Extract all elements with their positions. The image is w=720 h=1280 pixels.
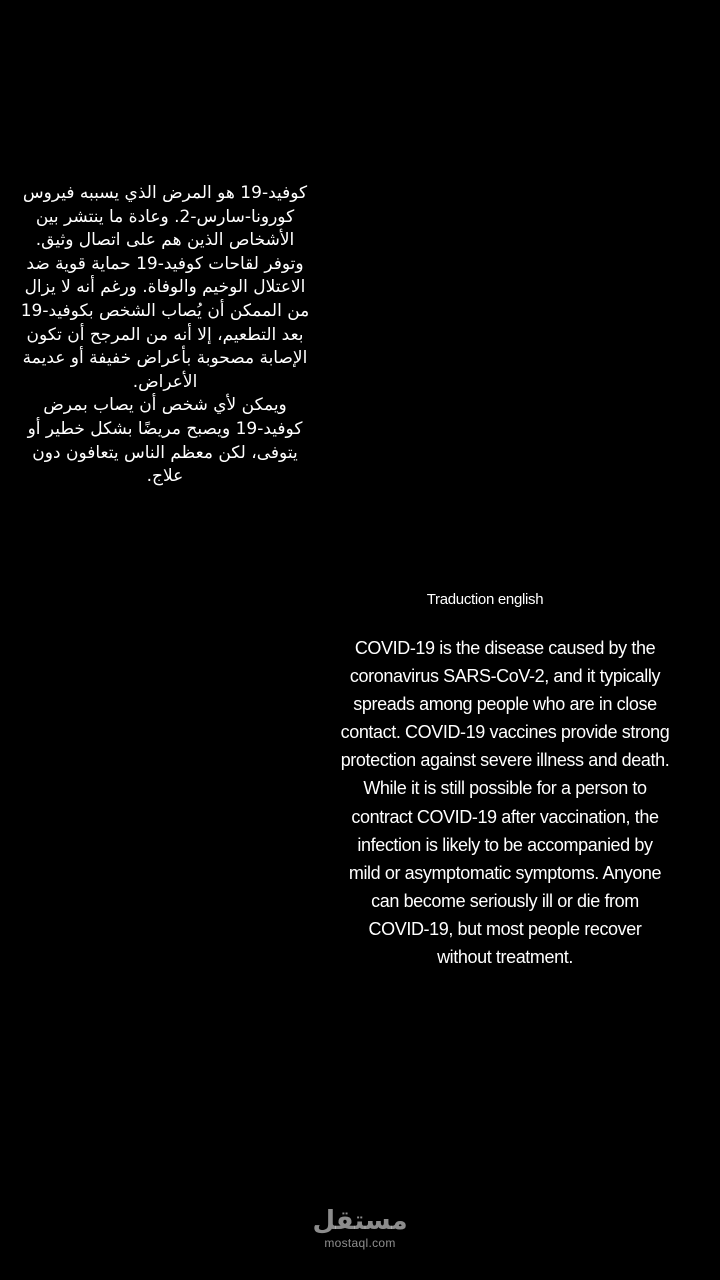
watermark-domain: mostaql.com <box>324 1236 396 1250</box>
english-text-block <box>340 634 670 971</box>
arabic-text-block <box>14 182 316 489</box>
english-paragraph: COVID-19 is the disease caused by the coronavirus SARS-CoV-2, and it typically spreads among people who are in close contact. COVID-19 vaccines provide strong protection against severe illness and death. While it is still possible for a person to contract COVID-19 after vaccination, the infection is likely to be accompanied by mild or asymptomatic symptoms. Anyone can become seriously ill or die from COVID-19, but most people recover without treatment. <box>340 638 670 968</box>
arabic-paragraph: كوفيد-19 هو المرض الذي يسببه فيروس كورونا-سارس-2. وعادة ما ينتشر بين الأشخاص الذين هم على اتصال وثيق. <box>22 183 308 251</box>
arabic-paragraph: ويمكن لأي شخص أن يصاب بمرض كوفيد-19 ويصبح مريضًا بشكل خطير أو يتوفى، لكن معظم الناس يتعافون دون علاج. <box>27 395 303 487</box>
translation-label: Traduction english <box>426 591 544 608</box>
mostaql-logo: مستقل <box>312 1206 408 1236</box>
watermark <box>300 1206 420 1250</box>
arabic-paragraph: وتوفر لقاحات كوفيد-19 حماية قوية ضد الاعتلال الوخيم والوفاة. ورغم أنه لا يزال من الممكن أن يُصاب الشخص بكوفيد-19 بعد التطعيم، إلا أنه من المرجح أن تكون الإصابة مصحوبة بأعراض خفيفة أو عديمة الأعراض. <box>20 253 310 392</box>
